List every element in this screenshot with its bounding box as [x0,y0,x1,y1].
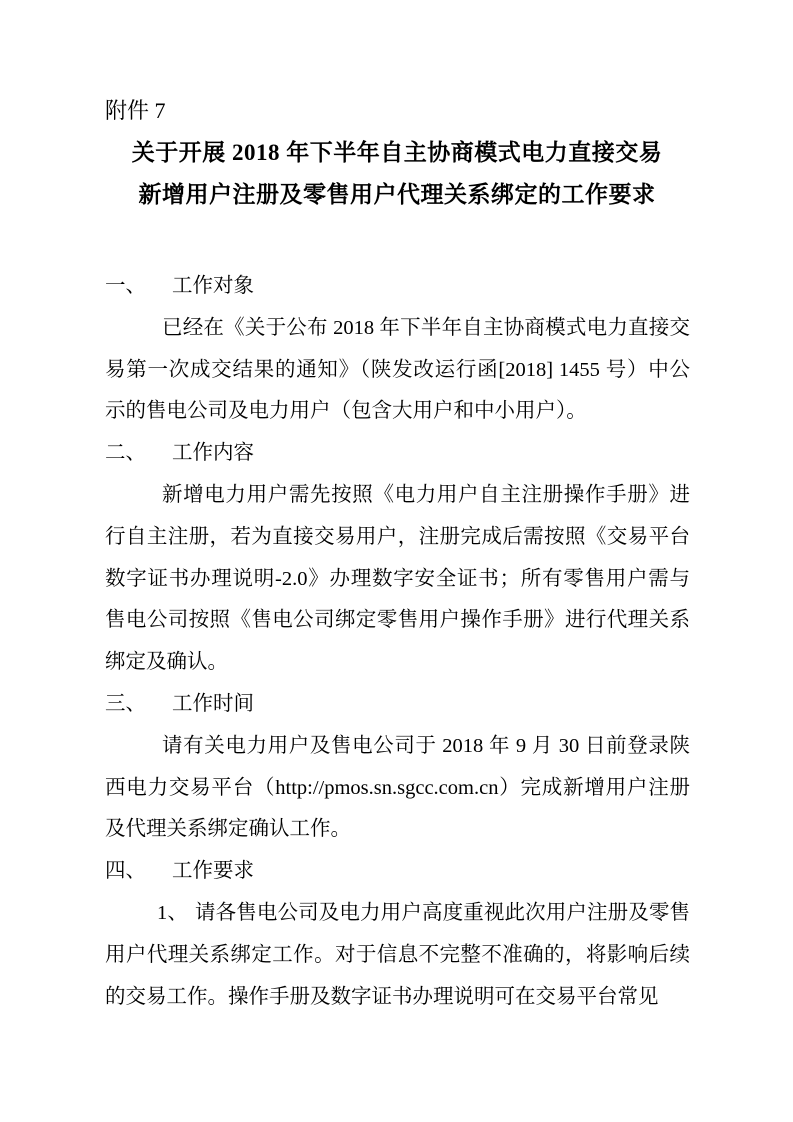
document-title-line-2: 新增用户注册及零售用户代理关系绑定的工作要求 [138,182,656,207]
section-4-item-number: 1、 [157,901,189,924]
section-4-paragraph [105,893,690,1018]
section-2-title: 工作内容 [172,442,254,465]
document-body [105,266,690,1018]
section-2-number: 二、 [105,442,146,465]
document-title-line-1: 关于开展 2018 年下半年自主协商模式电力直接交易 [131,140,663,165]
section-4-title: 工作要求 [172,860,254,883]
section-2-paragraph: 新增电力用户需先按照《电力用户自主注册操作手册》进行自主注册，若为直接交易用户，注册完成后需按照《交易平台数字证书办理说明-2.0》办理数字安全证书；所有零售用户需与售电公司按照《售电公司绑定零售用户操作手册》进行代理关系绑定及确认。 [105,483,690,674]
section-1-paragraph: 已经在《关于公布 2018 年下半年自主协商模式电力直接交易第一次成交结果的通知》（陕发改运行函[2018] 1455 号）中公示的售电公司及电力用户（包含大用户和中小用户）。 [105,316,690,423]
section-3-number: 三、 [105,692,146,715]
section-2-heading [105,433,690,475]
section-1-number: 一、 [105,275,146,297]
document-title [104,132,690,216]
section-4-item-text: 请各售电公司及电力用户高度重视此次用户注册及零售用户代理关系绑定工作。对于信息不完整不准确的，将影响后续的交易工作。操作手册及数字证书办理说明可在交易平台常见 [105,901,691,1008]
section-1-heading [105,266,690,308]
section-4-number: 四、 [105,860,146,883]
section-3-title: 工作时间 [172,692,254,715]
section-3-heading [105,684,690,726]
section-4-heading [105,851,690,893]
attachment-label: 附件 7 [105,98,166,123]
section-1-title: 工作对象 [172,275,254,297]
section-3-paragraph: 请有关电力用户及售电公司于 2018 年 9 月 30 日前登录陕西电力交易平台（http://pmos.sn.sgcc.com.cn）完成新增用户注册及代理关系绑定确认工作。 [105,734,690,841]
